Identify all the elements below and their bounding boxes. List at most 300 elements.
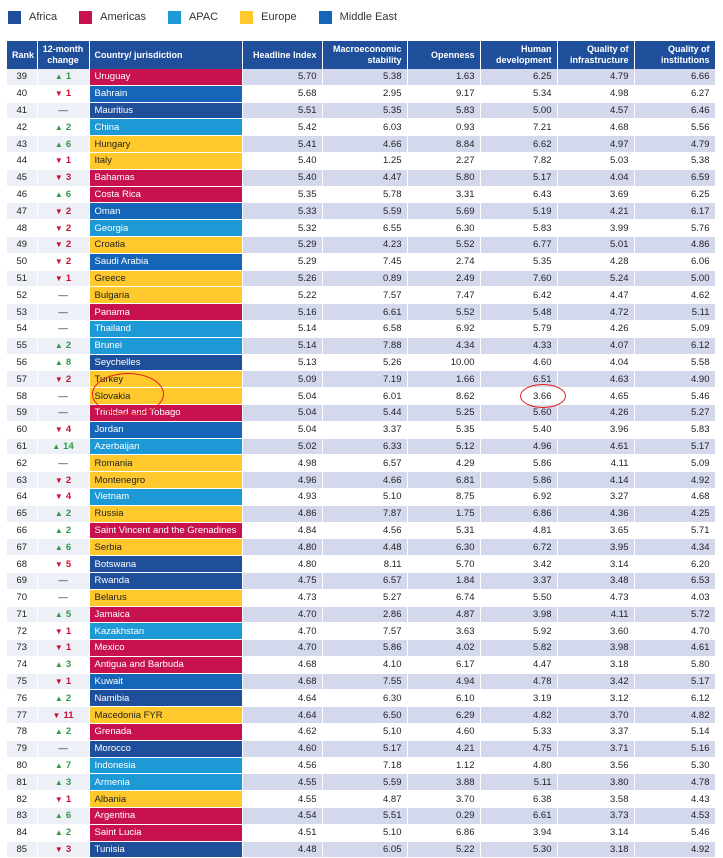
infrastructure-cell: 4.65 bbox=[557, 388, 634, 405]
table-row[interactable] bbox=[7, 421, 715, 438]
table-row[interactable] bbox=[7, 371, 715, 388]
change-cell bbox=[37, 421, 89, 438]
rank-cell: 49 bbox=[7, 236, 37, 253]
table-row[interactable] bbox=[7, 404, 715, 421]
institutions-cell: 5.00 bbox=[634, 270, 715, 287]
headline-index-cell: 5.26 bbox=[242, 270, 322, 287]
openness-cell: 5.25 bbox=[407, 404, 480, 421]
table-row[interactable] bbox=[7, 287, 715, 304]
institutions-cell: 5.09 bbox=[634, 455, 715, 472]
arrow-up-icon: ▲ bbox=[54, 189, 63, 199]
human-development-cell: 5.17 bbox=[480, 169, 557, 186]
arrow-up-icon: ▲ bbox=[54, 811, 63, 821]
infrastructure-cell: 4.63 bbox=[557, 371, 634, 388]
macroeconomic-stability-cell: 7.45 bbox=[322, 253, 407, 270]
country-cell: Morocco bbox=[89, 740, 242, 757]
change-value: 2 bbox=[65, 373, 72, 385]
human-development-cell: 4.96 bbox=[480, 438, 557, 455]
macroeconomic-stability-cell: 6.55 bbox=[322, 220, 407, 237]
table-row[interactable] bbox=[7, 724, 715, 741]
human-development-cell: 4.33 bbox=[480, 337, 557, 354]
macroeconomic-stability-cell: 6.61 bbox=[322, 304, 407, 321]
arrow-up-icon: ▲ bbox=[54, 509, 63, 519]
infrastructure-cell: 4.11 bbox=[557, 455, 634, 472]
table-row[interactable] bbox=[7, 673, 715, 690]
openness-cell: 1.63 bbox=[407, 69, 480, 85]
table-row[interactable] bbox=[7, 220, 715, 237]
rank-cell: 51 bbox=[7, 270, 37, 287]
institutions-cell: 4.25 bbox=[634, 505, 715, 522]
macroeconomic-stability-cell: 6.50 bbox=[322, 707, 407, 724]
table-row[interactable] bbox=[7, 740, 715, 757]
rank-cell: 39 bbox=[7, 69, 37, 85]
table-row[interactable] bbox=[7, 186, 715, 203]
macroeconomic-stability-cell: 0.89 bbox=[322, 270, 407, 287]
country-cell: Belarus bbox=[89, 589, 242, 606]
institutions-cell: 5.11 bbox=[634, 304, 715, 321]
human-development-cell: 5.83 bbox=[480, 220, 557, 237]
country-cell: Mexico bbox=[89, 640, 242, 657]
rank-cell: 56 bbox=[7, 354, 37, 371]
change-cell bbox=[37, 740, 89, 757]
institutions-cell: 4.78 bbox=[634, 774, 715, 791]
infrastructure-cell: 3.18 bbox=[557, 841, 634, 858]
institutions-cell: 5.17 bbox=[634, 673, 715, 690]
human-development-cell: 6.92 bbox=[480, 488, 557, 505]
change-value: 1 bbox=[65, 71, 72, 83]
table-row[interactable] bbox=[7, 304, 715, 321]
human-development-cell: 3.66 bbox=[480, 388, 557, 405]
table-row[interactable] bbox=[7, 152, 715, 169]
header-openness[interactable]: Openness bbox=[407, 41, 480, 69]
change-value: 5 bbox=[65, 558, 72, 570]
macroeconomic-stability-cell: 7.57 bbox=[322, 287, 407, 304]
change-cell bbox=[37, 438, 89, 455]
header-macroeconomic-stability[interactable]: Macroeconomic stability bbox=[322, 41, 407, 69]
openness-cell: 6.17 bbox=[407, 656, 480, 673]
infrastructure-cell: 4.79 bbox=[557, 69, 634, 85]
macroeconomic-stability-cell: 5.10 bbox=[322, 824, 407, 841]
institutions-cell: 4.90 bbox=[634, 371, 715, 388]
macroeconomic-stability-cell: 5.17 bbox=[322, 740, 407, 757]
infrastructure-cell: 4.26 bbox=[557, 320, 634, 337]
human-development-cell: 5.60 bbox=[480, 404, 557, 421]
change-value: 2 bbox=[65, 239, 72, 251]
table-row[interactable] bbox=[7, 824, 715, 841]
table-row[interactable] bbox=[7, 320, 715, 337]
institutions-cell: 6.66 bbox=[634, 69, 715, 85]
rank-cell: 70 bbox=[7, 589, 37, 606]
change-cell bbox=[37, 572, 89, 589]
country-cell: Azerbaijan bbox=[89, 438, 242, 455]
headline-index-cell: 4.70 bbox=[242, 640, 322, 657]
country-cell: Tunisia bbox=[89, 841, 242, 858]
legend-swatch bbox=[79, 11, 92, 24]
headline-index-cell: 4.80 bbox=[242, 556, 322, 573]
infrastructure-cell: 3.37 bbox=[557, 724, 634, 741]
rank-cell: 54 bbox=[7, 320, 37, 337]
infrastructure-cell: 4.14 bbox=[557, 472, 634, 489]
change-cell bbox=[37, 404, 89, 421]
table-row[interactable] bbox=[7, 69, 715, 85]
macroeconomic-stability-cell: 4.10 bbox=[322, 656, 407, 673]
country-cell: Botswana bbox=[89, 556, 242, 573]
institutions-cell: 5.83 bbox=[634, 421, 715, 438]
change-value: 6 bbox=[65, 188, 72, 200]
arrow-down-icon: ▼ bbox=[54, 206, 63, 216]
table-row[interactable] bbox=[7, 85, 715, 102]
infrastructure-cell: 4.72 bbox=[557, 304, 634, 321]
infrastructure-cell: 3.18 bbox=[557, 656, 634, 673]
change-cell bbox=[37, 102, 89, 119]
headline-index-cell: 5.40 bbox=[242, 169, 322, 186]
rank-cell: 60 bbox=[7, 421, 37, 438]
change-value: — bbox=[58, 743, 68, 755]
openness-cell: 6.29 bbox=[407, 707, 480, 724]
change-cell bbox=[37, 119, 89, 136]
table-row[interactable] bbox=[7, 690, 715, 707]
table-row[interactable] bbox=[7, 623, 715, 640]
openness-cell: 5.69 bbox=[407, 203, 480, 220]
header-headline-index[interactable]: Headline Index bbox=[242, 41, 322, 69]
change-cell bbox=[37, 757, 89, 774]
openness-cell: 3.88 bbox=[407, 774, 480, 791]
country-cell: Albania bbox=[89, 791, 242, 808]
country-cell: Seychelles bbox=[89, 354, 242, 371]
macroeconomic-stability-cell: 5.59 bbox=[322, 203, 407, 220]
change-value: 1 bbox=[65, 676, 72, 688]
human-development-cell: 6.51 bbox=[480, 371, 557, 388]
macroeconomic-stability-cell: 6.58 bbox=[322, 320, 407, 337]
human-development-cell: 5.19 bbox=[480, 203, 557, 220]
headline-index-cell: 5.40 bbox=[242, 152, 322, 169]
headline-index-cell: 4.68 bbox=[242, 656, 322, 673]
arrow-down-icon: ▼ bbox=[54, 677, 63, 687]
country-cell: Oman bbox=[89, 203, 242, 220]
table-row[interactable] bbox=[7, 606, 715, 623]
table-row[interactable] bbox=[7, 438, 715, 455]
rank-cell: 48 bbox=[7, 220, 37, 237]
institutions-cell: 4.61 bbox=[634, 640, 715, 657]
table-row[interactable] bbox=[7, 169, 715, 186]
headline-index-cell: 4.73 bbox=[242, 589, 322, 606]
macroeconomic-stability-cell: 4.87 bbox=[322, 791, 407, 808]
table-row[interactable] bbox=[7, 455, 715, 472]
institutions-cell: 6.53 bbox=[634, 572, 715, 589]
legend-label: Africa bbox=[29, 11, 58, 23]
human-development-cell: 3.98 bbox=[480, 606, 557, 623]
country-cell: Indonesia bbox=[89, 757, 242, 774]
country-cell: Greece bbox=[89, 270, 242, 287]
change-cell bbox=[37, 589, 89, 606]
rank-cell: 58 bbox=[7, 388, 37, 405]
change-cell bbox=[37, 270, 89, 287]
country-cell: Croatia bbox=[89, 236, 242, 253]
change-cell bbox=[37, 320, 89, 337]
institutions-cell: 5.30 bbox=[634, 757, 715, 774]
institutions-cell: 5.58 bbox=[634, 354, 715, 371]
openness-cell: 8.84 bbox=[407, 136, 480, 153]
change-cell bbox=[37, 539, 89, 556]
table-row[interactable] bbox=[7, 841, 715, 858]
country-cell: Kazakhstan bbox=[89, 623, 242, 640]
rank-cell: 50 bbox=[7, 253, 37, 270]
change-cell bbox=[37, 169, 89, 186]
arrow-up-icon: ▲ bbox=[54, 341, 63, 351]
headline-index-cell: 5.22 bbox=[242, 287, 322, 304]
infrastructure-cell: 3.98 bbox=[557, 640, 634, 657]
infrastructure-cell: 4.28 bbox=[557, 253, 634, 270]
arrow-down-icon: ▼ bbox=[54, 425, 63, 435]
arrow-down-icon: ▼ bbox=[54, 492, 63, 502]
rank-cell: 64 bbox=[7, 488, 37, 505]
infrastructure-cell: 3.42 bbox=[557, 673, 634, 690]
table-row[interactable] bbox=[7, 337, 715, 354]
change-cell bbox=[37, 388, 89, 405]
headline-index-cell: 5.16 bbox=[242, 304, 322, 321]
openness-cell: 5.80 bbox=[407, 169, 480, 186]
institutions-cell: 6.12 bbox=[634, 690, 715, 707]
human-development-cell: 5.30 bbox=[480, 841, 557, 858]
rank-cell: 42 bbox=[7, 119, 37, 136]
table-row[interactable] bbox=[7, 354, 715, 371]
table-row[interactable] bbox=[7, 757, 715, 774]
institutions-cell: 5.46 bbox=[634, 388, 715, 405]
institutions-cell: 4.53 bbox=[634, 808, 715, 825]
table-row[interactable] bbox=[7, 808, 715, 825]
openness-cell: 5.35 bbox=[407, 421, 480, 438]
openness-cell: 6.81 bbox=[407, 472, 480, 489]
macroeconomic-stability-cell: 4.66 bbox=[322, 136, 407, 153]
change-value: 5 bbox=[65, 608, 72, 620]
openness-cell: 4.02 bbox=[407, 640, 480, 657]
change-cell bbox=[37, 774, 89, 791]
human-development-cell: 5.50 bbox=[480, 589, 557, 606]
rank-cell: 59 bbox=[7, 404, 37, 421]
table-row[interactable] bbox=[7, 640, 715, 657]
change-value: — bbox=[58, 289, 68, 301]
country-cell: Saint Vincent and the Grenadines bbox=[89, 522, 242, 539]
infrastructure-cell: 3.27 bbox=[557, 488, 634, 505]
table-row[interactable] bbox=[7, 388, 715, 405]
change-cell bbox=[37, 656, 89, 673]
header-quality-of-infrastructure[interactable]: Quality of infrastructure bbox=[557, 41, 634, 69]
human-development-cell: 7.60 bbox=[480, 270, 557, 287]
change-value: 2 bbox=[65, 222, 72, 234]
human-development-cell: 3.94 bbox=[480, 824, 557, 841]
legend-swatch bbox=[319, 11, 332, 24]
change-value: 6 bbox=[65, 810, 72, 822]
human-development-cell: 4.75 bbox=[480, 740, 557, 757]
legend-swatch bbox=[240, 11, 253, 24]
macroeconomic-stability-cell: 5.35 bbox=[322, 102, 407, 119]
header-change[interactable]: 12-month change bbox=[37, 41, 89, 69]
openness-cell: 4.21 bbox=[407, 740, 480, 757]
header-human-development[interactable]: Human development bbox=[480, 41, 557, 69]
openness-cell: 4.60 bbox=[407, 724, 480, 741]
macroeconomic-stability-cell: 2.86 bbox=[322, 606, 407, 623]
table-row[interactable] bbox=[7, 522, 715, 539]
country-cell: Bulgaria bbox=[89, 287, 242, 304]
change-value: 2 bbox=[65, 205, 72, 217]
openness-cell: 7.47 bbox=[407, 287, 480, 304]
headline-index-cell: 4.55 bbox=[242, 791, 322, 808]
headline-index-cell: 5.13 bbox=[242, 354, 322, 371]
openness-cell: 6.92 bbox=[407, 320, 480, 337]
infrastructure-cell: 4.97 bbox=[557, 136, 634, 153]
infrastructure-cell: 4.21 bbox=[557, 203, 634, 220]
infrastructure-cell: 3.70 bbox=[557, 707, 634, 724]
rank-cell: 40 bbox=[7, 85, 37, 102]
headline-index-cell: 4.98 bbox=[242, 455, 322, 472]
table-row[interactable] bbox=[7, 774, 715, 791]
table-row[interactable] bbox=[7, 253, 715, 270]
human-development-cell: 6.62 bbox=[480, 136, 557, 153]
infrastructure-cell: 5.01 bbox=[557, 236, 634, 253]
openness-cell: 0.29 bbox=[407, 808, 480, 825]
headline-index-cell: 5.29 bbox=[242, 236, 322, 253]
table-row[interactable] bbox=[7, 589, 715, 606]
table-row[interactable] bbox=[7, 136, 715, 153]
change-cell bbox=[37, 640, 89, 657]
macroeconomic-stability-cell: 7.55 bbox=[322, 673, 407, 690]
table-row[interactable] bbox=[7, 488, 715, 505]
header-rank[interactable]: Rank bbox=[7, 41, 37, 69]
table-row[interactable] bbox=[7, 270, 715, 287]
macroeconomic-stability-cell: 5.44 bbox=[322, 404, 407, 421]
change-cell bbox=[37, 220, 89, 237]
change-cell bbox=[37, 337, 89, 354]
country-cell: Uruguay bbox=[89, 69, 242, 85]
rank-cell: 45 bbox=[7, 169, 37, 186]
country-cell: Slovakia bbox=[89, 388, 242, 405]
macroeconomic-stability-cell: 7.87 bbox=[322, 505, 407, 522]
change-value: 6 bbox=[65, 541, 72, 553]
country-cell: Costa Rica bbox=[89, 186, 242, 203]
table-row[interactable] bbox=[7, 203, 715, 220]
rank-cell: 76 bbox=[7, 690, 37, 707]
human-development-cell: 6.72 bbox=[480, 539, 557, 556]
change-value: 2 bbox=[65, 474, 72, 486]
infrastructure-cell: 4.98 bbox=[557, 85, 634, 102]
country-cell: Georgia bbox=[89, 220, 242, 237]
change-value: 2 bbox=[65, 340, 72, 352]
headline-index-cell: 4.84 bbox=[242, 522, 322, 539]
human-development-cell: 5.34 bbox=[480, 85, 557, 102]
change-value: 14 bbox=[63, 440, 74, 452]
macroeconomic-stability-cell: 2.95 bbox=[322, 85, 407, 102]
openness-cell: 0.93 bbox=[407, 119, 480, 136]
arrow-down-icon: ▼ bbox=[54, 173, 63, 183]
table-row[interactable] bbox=[7, 505, 715, 522]
table-row[interactable] bbox=[7, 236, 715, 253]
country-cell: Vietnam bbox=[89, 488, 242, 505]
rank-cell: 80 bbox=[7, 757, 37, 774]
openness-cell: 5.52 bbox=[407, 304, 480, 321]
table-row[interactable] bbox=[7, 707, 715, 724]
legend-item bbox=[168, 11, 218, 24]
country-cell: Bahrain bbox=[89, 85, 242, 102]
institutions-cell: 5.80 bbox=[634, 656, 715, 673]
header-country[interactable]: Country/ jurisdiction bbox=[89, 41, 242, 69]
country-cell: Armenia bbox=[89, 774, 242, 791]
human-development-cell: 3.42 bbox=[480, 556, 557, 573]
human-development-cell: 6.38 bbox=[480, 791, 557, 808]
institutions-cell: 5.17 bbox=[634, 438, 715, 455]
change-value: 6 bbox=[65, 138, 72, 150]
macroeconomic-stability-cell: 7.57 bbox=[322, 623, 407, 640]
headline-index-cell: 4.86 bbox=[242, 505, 322, 522]
headline-index-cell: 5.02 bbox=[242, 438, 322, 455]
openness-cell: 8.75 bbox=[407, 488, 480, 505]
table-row[interactable] bbox=[7, 572, 715, 589]
human-development-cell: 6.61 bbox=[480, 808, 557, 825]
table-row[interactable] bbox=[7, 656, 715, 673]
country-cell: Romania bbox=[89, 455, 242, 472]
arrow-up-icon: ▲ bbox=[52, 441, 61, 451]
table-row[interactable] bbox=[7, 102, 715, 119]
rank-cell: 55 bbox=[7, 337, 37, 354]
institutions-cell: 4.43 bbox=[634, 791, 715, 808]
openness-cell: 6.10 bbox=[407, 690, 480, 707]
institutions-cell: 4.68 bbox=[634, 488, 715, 505]
change-value: — bbox=[58, 104, 68, 116]
macroeconomic-stability-cell: 6.05 bbox=[322, 841, 407, 858]
human-development-cell: 4.47 bbox=[480, 656, 557, 673]
human-development-cell: 5.82 bbox=[480, 640, 557, 657]
change-cell bbox=[37, 707, 89, 724]
change-cell bbox=[37, 505, 89, 522]
change-cell bbox=[37, 824, 89, 841]
header-quality-of-institutions[interactable]: Quality of institutions bbox=[634, 41, 715, 69]
infrastructure-cell: 4.57 bbox=[557, 102, 634, 119]
infrastructure-cell: 4.04 bbox=[557, 169, 634, 186]
macroeconomic-stability-cell: 5.38 bbox=[322, 69, 407, 85]
headline-index-cell: 4.62 bbox=[242, 724, 322, 741]
human-development-cell: 7.82 bbox=[480, 152, 557, 169]
institutions-cell: 4.34 bbox=[634, 539, 715, 556]
openness-cell: 4.29 bbox=[407, 455, 480, 472]
macroeconomic-stability-cell: 7.19 bbox=[322, 371, 407, 388]
arrow-down-icon: ▼ bbox=[54, 257, 63, 267]
table-row[interactable] bbox=[7, 556, 715, 573]
change-value: — bbox=[58, 323, 68, 335]
arrow-down-icon: ▼ bbox=[54, 374, 63, 384]
country-cell: Saudi Arabia bbox=[89, 253, 242, 270]
change-value: — bbox=[58, 457, 68, 469]
headline-index-cell: 4.75 bbox=[242, 572, 322, 589]
country-cell: Kuwait bbox=[89, 673, 242, 690]
change-value: — bbox=[58, 390, 68, 402]
infrastructure-cell: 3.58 bbox=[557, 791, 634, 808]
infrastructure-cell: 4.04 bbox=[557, 354, 634, 371]
headline-index-cell: 5.32 bbox=[242, 220, 322, 237]
headline-index-cell: 4.54 bbox=[242, 808, 322, 825]
rank-cell: 74 bbox=[7, 656, 37, 673]
country-cell: Italy bbox=[89, 152, 242, 169]
table-row[interactable] bbox=[7, 472, 715, 489]
infrastructure-cell: 5.24 bbox=[557, 270, 634, 287]
arrow-up-icon: ▲ bbox=[54, 693, 63, 703]
human-development-cell: 5.92 bbox=[480, 623, 557, 640]
macroeconomic-stability-cell: 7.18 bbox=[322, 757, 407, 774]
table-row[interactable] bbox=[7, 539, 715, 556]
table-row[interactable] bbox=[7, 791, 715, 808]
macroeconomic-stability-cell: 5.10 bbox=[322, 724, 407, 741]
table-row[interactable] bbox=[7, 119, 715, 136]
change-cell bbox=[37, 455, 89, 472]
institutions-cell: 5.56 bbox=[634, 119, 715, 136]
